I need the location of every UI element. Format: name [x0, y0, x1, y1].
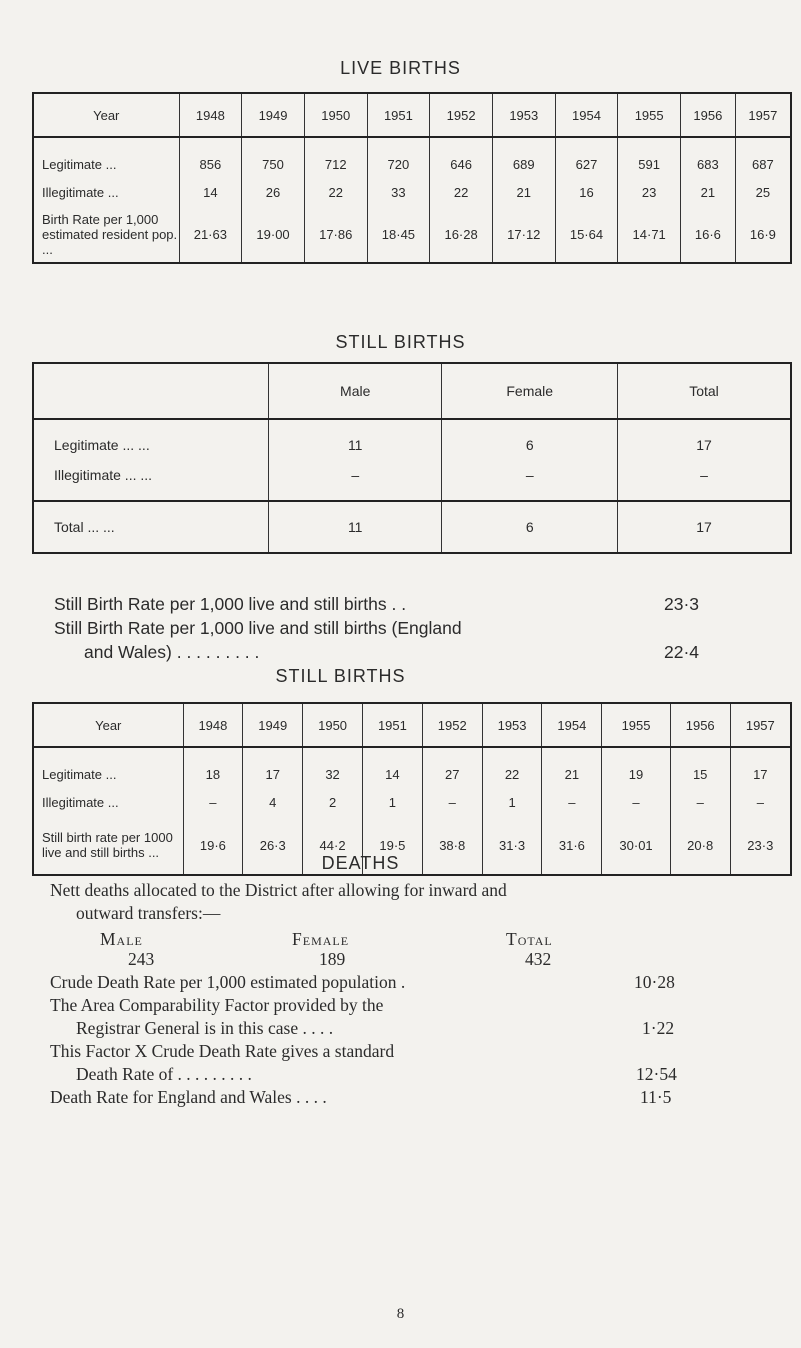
value-cell: 23·3 — [730, 816, 791, 875]
year-cell: 1950 — [304, 93, 367, 137]
row-label: Illegitimate ... ... — [54, 467, 153, 483]
row-label: Legitimate ... — [42, 766, 117, 782]
still-birth-rate-line: Still Birth Rate per 1,000 live and still births . . — [54, 594, 407, 614]
value-cell: 27 — [422, 760, 482, 788]
value-cell: 30·01 — [602, 816, 670, 875]
deaths-title: DEATHS — [321, 853, 400, 873]
value-cell: 14 — [362, 760, 422, 788]
value-cell: 14·71 — [618, 206, 681, 263]
year-cell: 1948 — [183, 703, 243, 747]
year-cell: 1955 — [602, 703, 670, 747]
value-cell: 646 — [430, 150, 493, 178]
year-cell: 1953 — [492, 93, 555, 137]
value-cell: – — [268, 460, 441, 490]
still-birth-rate-ew-line-cont: and Wales) . . . . . . . . . — [84, 642, 260, 662]
deaths-intro-line-cont: outward transfers:— — [76, 903, 221, 923]
total-deaths-value: 432 — [525, 949, 552, 969]
value-cell: 683 — [681, 150, 736, 178]
row-label: Still birth rate per 1000 live and still births ... — [42, 830, 173, 860]
england-wales-rate-value: 11·5 — [640, 1087, 672, 1107]
year-cell: 1951 — [367, 93, 430, 137]
value-cell: 17 — [617, 501, 791, 553]
standard-rate-line-cont: Death Rate of . . . . . . . . . — [76, 1064, 252, 1084]
row-label: Total ... ... — [33, 501, 268, 553]
value-cell: 4 — [243, 788, 303, 816]
table-header-row — [33, 703, 791, 747]
table-row — [33, 150, 791, 178]
year-header: Year — [33, 703, 183, 747]
value-cell: 1 — [362, 788, 422, 816]
value-cell: – — [442, 460, 618, 490]
value-cell: 21 — [542, 760, 602, 788]
year-cell: 1950 — [303, 703, 363, 747]
row-label: Legitimate ... — [42, 156, 117, 172]
still-birth-rate-ew-value: 22·4 — [664, 642, 700, 662]
value-cell: – — [602, 788, 670, 816]
value-cell: 25 — [735, 178, 791, 206]
year-cell: 1949 — [242, 93, 305, 137]
value-cell: 44·2 — [303, 816, 363, 875]
value-cell: 31·6 — [542, 816, 602, 875]
year-cell: 1957 — [735, 93, 791, 137]
row-label: Illegitimate ... — [42, 184, 119, 200]
value-cell: 6 — [442, 430, 618, 460]
total-header: Total — [617, 363, 791, 419]
value-cell: 31·3 — [482, 816, 542, 875]
female-label: Female — [292, 929, 350, 949]
value-cell: 16·28 — [430, 206, 493, 263]
year-cell: 1952 — [422, 703, 482, 747]
year-cell: 1954 — [542, 703, 602, 747]
table-header-row — [33, 363, 791, 419]
table-row — [33, 760, 791, 788]
year-cell: 1957 — [730, 703, 791, 747]
total-label: Total — [506, 929, 553, 949]
value-cell: 720 — [367, 150, 430, 178]
value-cell: 17·12 — [492, 206, 555, 263]
value-cell: 689 — [492, 150, 555, 178]
male-header: Male — [268, 363, 441, 419]
acf-value: 1·22 — [642, 1018, 675, 1038]
standard-rate-value: 12·54 — [636, 1064, 677, 1084]
value-cell: 16·6 — [681, 206, 736, 263]
table-row — [33, 178, 791, 206]
england-wales-rate-line: Death Rate for England and Wales . . . . — [50, 1087, 327, 1107]
row-label: Birth Rate per 1,000 estimated resident pop. ... — [42, 211, 178, 257]
value-cell: 17 — [730, 760, 791, 788]
value-cell: 22 — [304, 178, 367, 206]
table-header-row — [33, 93, 791, 137]
male-deaths-value: 243 — [128, 949, 155, 969]
value-cell: 16 — [555, 178, 618, 206]
female-deaths-value: 189 — [319, 949, 346, 969]
value-cell: 627 — [555, 150, 618, 178]
standard-rate-line: This Factor X Crude Death Rate gives a standard — [50, 1041, 395, 1061]
value-cell: 591 — [618, 150, 681, 178]
still-birth-rate-ew-line: Still Birth Rate per 1,000 live and still births (England — [54, 618, 462, 638]
year-cell: 1952 — [430, 93, 493, 137]
value-cell: 23 — [618, 178, 681, 206]
total-row — [33, 501, 791, 553]
year-cell: 1948 — [179, 93, 242, 137]
table-row — [33, 206, 791, 263]
still-births-summary-table — [32, 362, 792, 554]
value-cell: 11 — [268, 430, 441, 460]
female-header: Female — [442, 363, 618, 419]
year-cell: 1953 — [482, 703, 542, 747]
value-cell: 21 — [492, 178, 555, 206]
year-cell: 1951 — [362, 703, 422, 747]
value-cell: 15 — [670, 760, 730, 788]
live-births-title: LIVE BIRTHS — [340, 58, 461, 78]
value-cell: 11 — [268, 501, 441, 553]
value-cell: – — [422, 788, 482, 816]
value-cell: 15·64 — [555, 206, 618, 263]
value-cell: 2 — [303, 788, 363, 816]
year-cell: 1954 — [555, 93, 618, 137]
deaths-intro-line: Nett deaths allocated to the District after allowing for inward and — [50, 880, 507, 900]
value-cell: – — [730, 788, 791, 816]
value-cell: – — [542, 788, 602, 816]
still-births-yearly-table — [32, 702, 792, 876]
value-cell: 22 — [482, 760, 542, 788]
acf-line-cont: Registrar General is in this case . . . . — [76, 1018, 334, 1038]
acf-line: The Area Comparability Factor provided by the — [50, 995, 384, 1015]
value-cell: 1 — [482, 788, 542, 816]
table-row — [33, 788, 791, 816]
value-cell: 19 — [602, 760, 670, 788]
value-cell: 17 — [617, 430, 791, 460]
value-cell: 750 — [242, 150, 305, 178]
crude-death-rate-value: 10·28 — [634, 972, 675, 992]
page-number: 8 — [396, 1306, 405, 1322]
row-label: Illegitimate ... — [42, 794, 119, 810]
value-cell: – — [670, 788, 730, 816]
year-header: Year — [33, 93, 179, 137]
value-cell: 19·00 — [242, 206, 305, 263]
value-cell: 17·86 — [304, 206, 367, 263]
value-cell: 687 — [735, 150, 791, 178]
year-cell: 1956 — [670, 703, 730, 747]
value-cell: 18·45 — [367, 206, 430, 263]
value-cell: 712 — [304, 150, 367, 178]
table-row — [33, 460, 791, 490]
live-births-table — [32, 92, 792, 264]
crude-death-rate-line: Crude Death Rate per 1,000 estimated population . — [50, 972, 406, 992]
still-births-yearly-title: STILL BIRTHS — [275, 666, 406, 686]
still-birth-rate-value: 23·3 — [664, 594, 700, 614]
value-cell: 21 — [681, 178, 736, 206]
year-cell: 1956 — [681, 93, 736, 137]
year-cell: 1955 — [618, 93, 681, 137]
year-cell: 1949 — [243, 703, 303, 747]
male-label: Male — [100, 929, 143, 949]
value-cell: 20·8 — [670, 816, 730, 875]
value-cell: – — [617, 460, 791, 490]
value-cell: 19·5 — [362, 816, 422, 875]
row-label: Legitimate ... ... — [54, 437, 150, 453]
value-cell: 14 — [179, 178, 242, 206]
table-row — [33, 430, 791, 460]
value-cell: 856 — [179, 150, 242, 178]
value-cell: 6 — [442, 501, 618, 553]
blank-header — [33, 363, 268, 419]
value-cell: 22 — [430, 178, 493, 206]
value-cell: 18 — [183, 760, 243, 788]
value-cell: 26 — [242, 178, 305, 206]
value-cell: 16·9 — [735, 206, 791, 263]
value-cell: 19·6 — [183, 816, 243, 875]
value-cell: 17 — [243, 760, 303, 788]
still-births-title: STILL BIRTHS — [335, 332, 466, 352]
value-cell: 26·3 — [243, 816, 303, 875]
value-cell: 38·8 — [422, 816, 482, 875]
value-cell: 21·63 — [179, 206, 242, 263]
value-cell: – — [183, 788, 243, 816]
value-cell: 32 — [303, 760, 363, 788]
value-cell: 33 — [367, 178, 430, 206]
